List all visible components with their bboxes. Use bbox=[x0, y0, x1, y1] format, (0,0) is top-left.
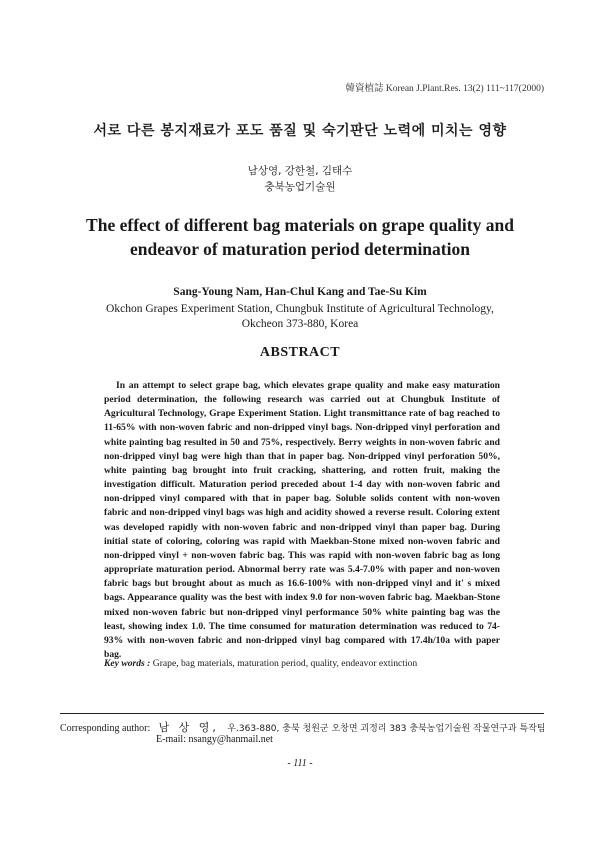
korean-title: 서로 다른 봉지재료가 포도 품질 및 숙기판단 노력에 미치는 영향 bbox=[93, 123, 507, 139]
keywords-label: Key words : bbox=[104, 658, 151, 669]
corresponding-author bbox=[60, 719, 560, 735]
corresponding-address: 우.363-880, 충북 청원군 오창면 괴정리 383 충북농업기술원 작물연구과 특작팀 bbox=[227, 724, 546, 734]
english-affiliation-line-1: Okchon Grapes Experiment Station, Chungbuk Institute of Agricultural Technology, bbox=[106, 303, 494, 315]
abstract-body bbox=[104, 379, 500, 662]
abstract-heading: ABSTRACT bbox=[259, 345, 341, 360]
korean-authors: 남상영, 강한철, 김태수 bbox=[247, 165, 353, 177]
english-affiliation-line-2: Okcheon 373-880, Korea bbox=[241, 318, 359, 330]
english-title-line-1: The effect of different bag materials on grape quality and bbox=[86, 215, 514, 235]
english-authors: Sang-Young Nam, Han-Chul Kang and Tae-Su Kim bbox=[173, 286, 427, 298]
keywords bbox=[104, 658, 500, 669]
journal-reference: 韓資植誌 Korean J.Plant.Res. 13(2) 111~117(2000) bbox=[345, 84, 544, 94]
korean-affiliation: 충북농업기술원 bbox=[264, 181, 336, 193]
corresponding-label: Corresponding author: bbox=[60, 723, 151, 734]
english-title bbox=[60, 213, 540, 261]
page-number: - 111 - bbox=[287, 758, 313, 769]
corresponding-email: E-mail: nsangy@hanmail.net bbox=[156, 734, 273, 745]
english-title-line-2: endeavor of maturation period determination bbox=[130, 239, 470, 259]
english-affiliation bbox=[60, 302, 540, 332]
keywords-text: Grape, bag materials, maturation period, quality, endeavor extinction bbox=[152, 658, 418, 669]
footnote-divider bbox=[60, 713, 544, 714]
abstract-paragraph: In an attempt to select grape bag, which elevates grape quality and make easy maturation period determination, the following research was carried out at Chungbuk Institute of Agricultural Technology, Grape Experiment Station. Light transmittance rate of bag reached to 11-65% with non-woven fabric and non-dripped vinyl bags. Non-dripped vinyl perforation and white painting bag resulted in 50 and 75%, respectively. Berry weights in non-woven fabric and non-dripped vinyl bag were high than that in paper bag. Non-dripped vinyl perforation 50%, white painting bag brought into fruit cracking, shattering, and rotten fruit, making the investigation difficult. Maturation period preceded about 1-4 day with non-woven fabric and non-dripped vinyl compared with that in paper bag. Soluble solids content with non-woven fabric and non-dripped vinyl bags was high and acidity showed a reverse result. Coloring extent was developed rapidly with non-woven fabric and non-dripped vinyl than paper bag. During initial state of coloring, coloring was rapid with Maekban-Stone mixed non-woven fabric and non-dripped vinyl + non-woven fabric bag. This was rapid with non-woven fabric bag as long appropriate maturation period. Abnormal berry rate was 5.4-7.0% with paper and non-woven fabric bags but brought about as much as 16.6-100% with non-dripped vinyl and it' s mixed bags. Appearance quality was the best with index 9.0 for non-woven fabric bag. Maekban-Stone mixed non-woven fabric but non-dripped vinyl performance 50% white painting bag was the least, showing index 1.0. The time consumed for maturation determination was reduced to 74-93% with non-woven fabric and non-dripped vinyl bag compared with 17.4h/10a with paper bag. bbox=[104, 380, 500, 660]
corresponding-name: 남 상 영, bbox=[158, 721, 219, 734]
